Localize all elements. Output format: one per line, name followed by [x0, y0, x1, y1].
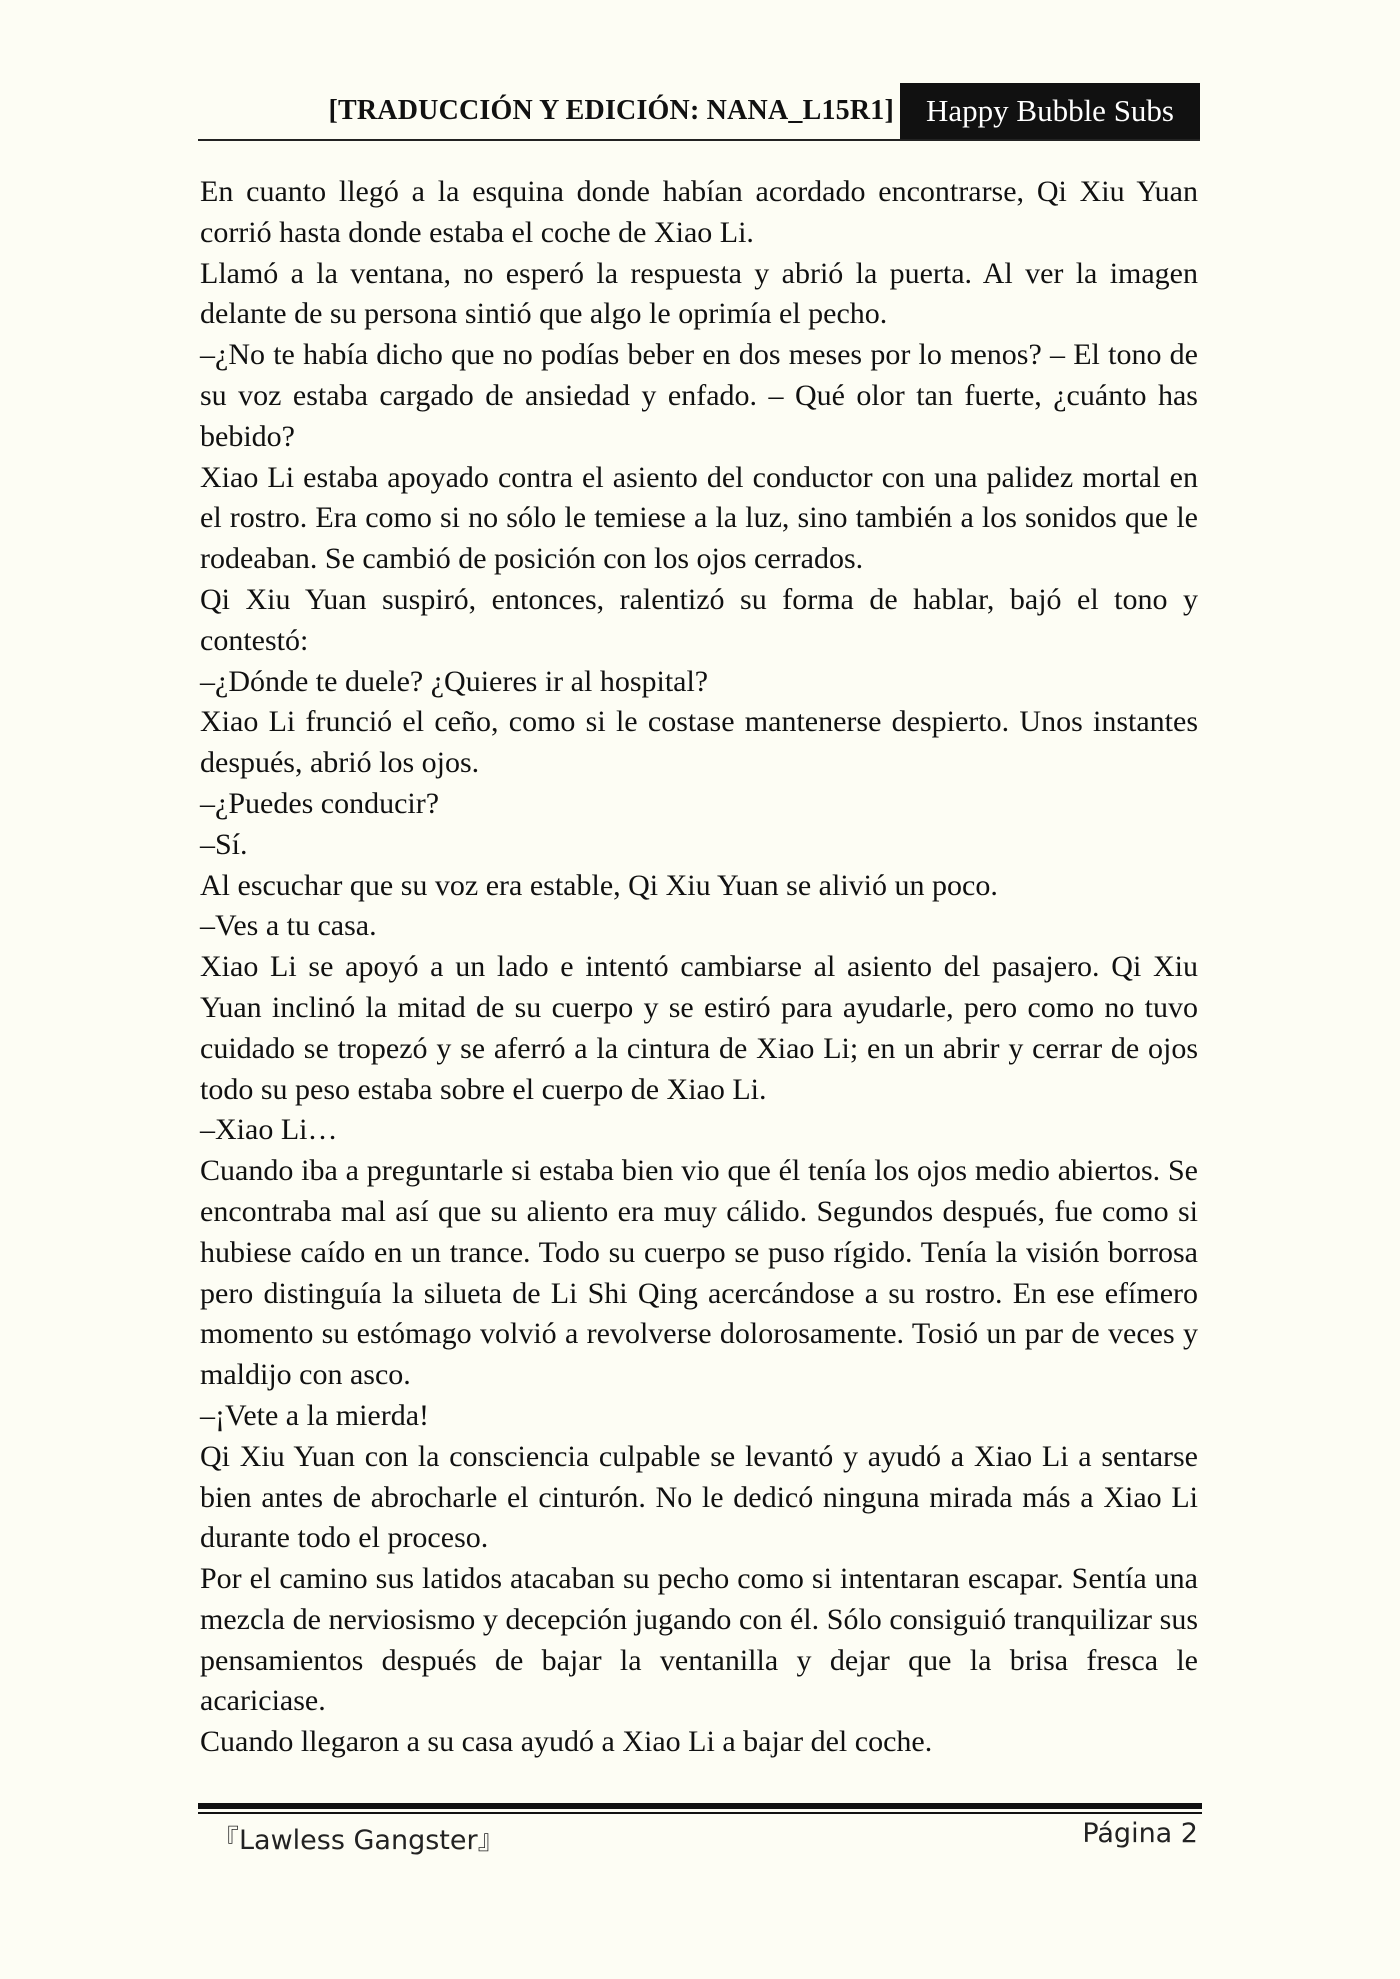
- paragraph: Cuando llegaron a su casa ayudó a Xiao Li a bajar del coche.: [200, 1725, 933, 1759]
- paragraph: –¿Dónde te duele? ¿Quieres ir al hospital?: [200, 664, 709, 698]
- paragraph: Al escuchar que su voz era estable, Qi Xiu Yuan se alivió un poco.: [200, 868, 998, 902]
- paragraph: –¿Puedes conducir?: [200, 786, 440, 820]
- paragraph: Cuando iba a preguntarle si estaba bien vio que él tenía los ojos medio abiertos. Se encontraba mal así que su aliento era muy cálido. Segundos después, fue como si hubiese caído en un trance. Todo su cuerpo se puso rígido. Tenía la visión borrosa pero distinguía la silueta de Li Shi Qing acercándose a su rostro. En ese efímero momento su estómago volvió a revolverse dolorosamente. Tosió un par de veces y maldijo con asco.: [200, 1154, 1198, 1392]
- footer-divider: [198, 1803, 1202, 1809]
- page-header: [198, 83, 1200, 141]
- paragraph: –Xiao Li…: [200, 1113, 338, 1147]
- paragraph: –¡Vete a la mierda!: [200, 1398, 430, 1432]
- paragraph: Qi Xiu Yuan suspiró, entonces, ralentizó su forma de hablar, bajó el tono y contestó:: [200, 582, 1198, 657]
- paragraph: Qi Xiu Yuan con la consciencia culpable se levantó y ayudó a Xiao Li a sentarse bien antes de abrocharle el cinturón. No le dedicó ninguna mirada más a Xiao Li durante todo el proceso.: [200, 1439, 1198, 1555]
- translation-credit: [TRADUCCIÓN Y EDICIÓN: NANA_L15R1]: [328, 95, 894, 126]
- paragraph: Xiao Li frunció el ceño, como si le costase mantenerse despierto. Unos instantes después, abrió los ojos.: [200, 705, 1198, 780]
- footer-divider-thin: [198, 1812, 1202, 1814]
- paragraph: –Ves a tu casa.: [200, 909, 377, 943]
- book-title: 『Lawless Gangster』: [212, 1825, 505, 1856]
- page-number: Página 2: [1082, 1818, 1198, 1849]
- body-text: [200, 172, 1198, 1763]
- paragraph: En cuanto llegó a la esquina donde habían acordado encontrarse, Qi Xiu Yuan corrió hasta donde estaba el coche de Xiao Li.: [200, 175, 1198, 249]
- paragraph: Xiao Li estaba apoyado contra el asiento del conductor con una palidez mortal en el rostro. Era como si no sólo le temiese a la luz, sino también a los sonidos que le rodeaban. Se cambió de posición con los ojos cerrados.: [200, 460, 1198, 576]
- paragraph: –Sí.: [200, 827, 248, 861]
- group-badge: Happy Bubble Subs: [900, 83, 1200, 139]
- paragraph: Por el camino sus latidos atacaban su pecho como si intentaran escapar. Sentía una mezcla de nerviosismo y decepción jugando con él. Sólo consiguió tranquilizar sus pensamientos después de bajar la ventanilla y dejar que la brisa fresca le acariciase.: [200, 1562, 1198, 1718]
- paragraph: Xiao Li se apoyó a un lado e intentó cambiarse al asiento del pasajero. Qi Xiu Yuan inclinó la mitad de su cuerpo y se estiró para ayudarle, pero como no tuvo cuidado se tropezó y se aferró a la cintura de Xiao Li; en un abrir y cerrar de ojos todo su peso estaba sobre el cuerpo de Xiao Li.: [200, 950, 1198, 1106]
- paragraph: Llamó a la ventana, no esperó la respuesta y abrió la puerta. Al ver la imagen delante de su persona sintió que algo le oprimía el pecho.: [200, 256, 1198, 331]
- paragraph: –¿No te había dicho que no podías beber en dos meses por lo menos? – El tono de su voz estaba cargado de ansiedad y enfado. – Qué olor tan fuerte, ¿cuánto has bebido?: [200, 338, 1198, 453]
